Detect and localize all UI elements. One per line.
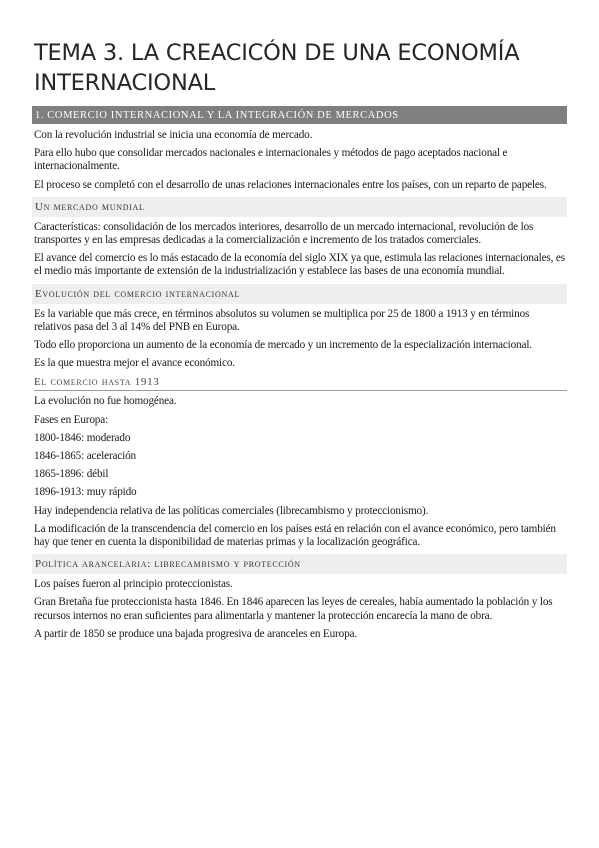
paragraph: Para ello hubo que consolidar mercados nacionales e internacionales y métodos de pago aceptados nacional e internacionalmente. [34,147,508,173]
phase-line: 1865-1896: débil [34,468,109,481]
paragraph: Hay independencia relativa de las políticas comerciales (librecambismo y proteccionismo). [34,504,429,517]
subheading-mercado-mundial: Un mercado mundial [32,197,567,217]
subheading-comercio-hasta-1913: El comercio hasta 1913 [34,375,567,391]
document-page [34,38,567,646]
paragraph: La evolución no fue homogénea. [34,395,177,408]
phase-line: 1846-1865: aceleración [34,450,137,463]
paragraph: A partir de 1850 se produce una bajada progresiva de aranceles en Europa. [34,627,357,640]
phase-line: 1800-1846: moderado [34,431,131,444]
document-title: TEMA 3. LA CREACICÓN DE UNA ECONOMÍA INTERNACIONAL [34,40,520,96]
paragraph: La modificación de la transcendencia del comercio en los países está en relación con el avance económico, pero también hay que tener en cuenta la disponibilidad de materias primas y la localización geográfica. [34,522,556,549]
subheading-politica-arancelaria: Política arancelaria: librecambismo y protección [32,554,567,574]
paragraph: Fases en Europa: [34,413,109,426]
paragraph: Los países fueron al principio proteccionistas. [34,578,233,591]
paragraph: Es la variable que más crece, en términos absolutos su volumen se multiplica por 25 de 1800 a 1913 y en términos relativos pasa del 3 al 14% del PNB en Europa. [34,307,530,333]
paragraph: Características: consolidación de los mercados interiores, desarrollo de un mercado internacional, revolución de los transportes y en las empresas dedicadas a la comercialización e incremento de los tratados comerciales. [34,220,534,247]
paragraph: El avance del comercio es lo más estacado de la economía del siglo XIX ya que, estimula las relaciones internacionales, es el medio más importante de extensión de la industrialización y establece las bases de una economía mundial. [34,252,565,278]
phase-line: 1896-1913: muy rápido [34,486,137,499]
subheading-evolucion-comercio: Evolución del comercio internacional [32,284,567,304]
section-heading-comercio-internacional: 1. COMERCIO INTERNACIONAL Y LA INTEGRACIÓN DE MERCADOS [32,106,567,124]
paragraph: Gran Bretaña fue proteccionista hasta 1846. En 1846 aparecen las leyes de cereales, había aumentado la población y los recursos internos no eran suficientes para alimentarla y mantener la protección encarecía la mano de obra. [34,596,553,622]
paragraph: Con la revolución industrial se inicia una economía de mercado. [34,129,313,141]
paragraph: El proceso se completó con el desarrollo de unas relaciones internacionales entre los países, con un reparto de papeles. [34,178,547,191]
paragraph: Es la que muestra mejor el avance económico. [34,357,235,370]
paragraph: Todo ello proporciona un aumento de la economía de mercado y un incremento de la especialización internacional. [34,339,532,352]
